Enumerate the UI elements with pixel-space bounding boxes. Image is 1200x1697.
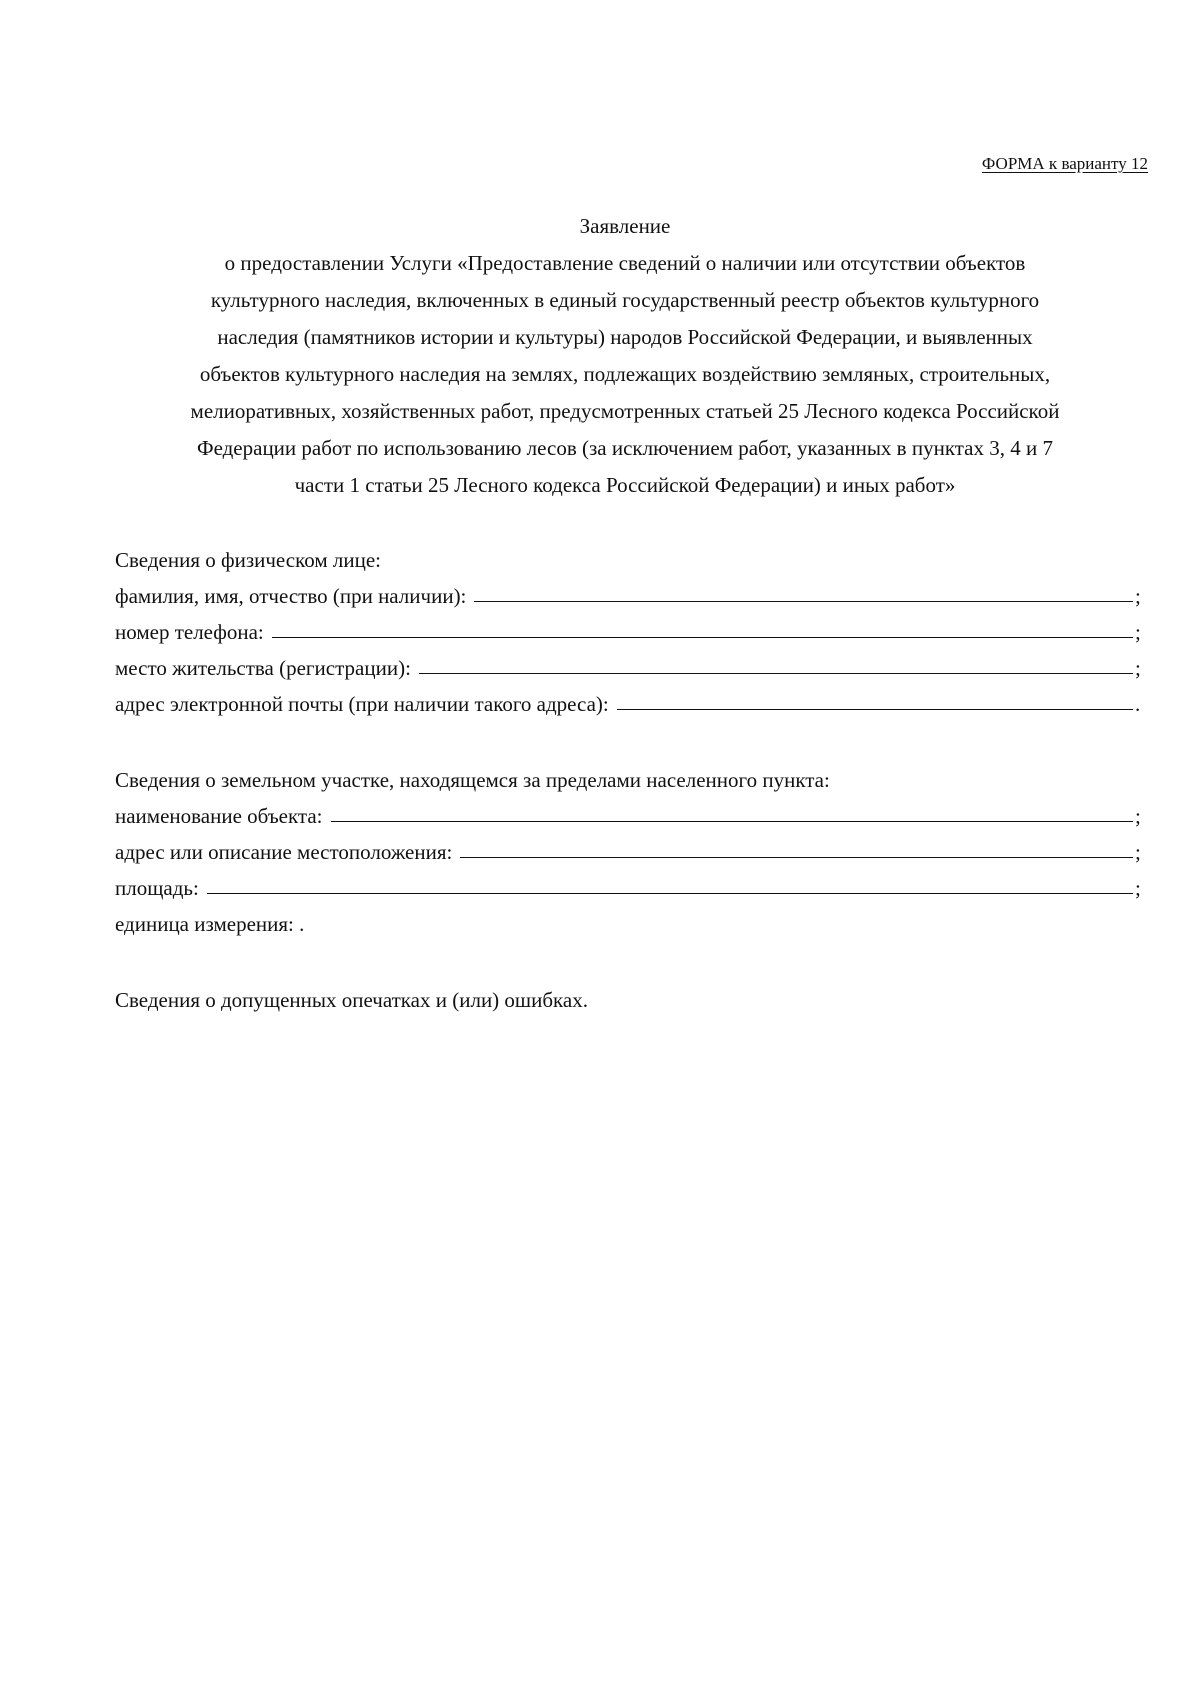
title-line: объектов культурного наследия на землях, подлежащих воздействию земляных, строительных, <box>199 362 1051 386</box>
title-line: культурного наследия, включенных в единый государственный реестр объектов культурного <box>210 288 1040 312</box>
line-terminator: ; <box>1135 804 1141 828</box>
unit-label: единица измерения: . <box>115 912 305 936</box>
area-row <box>115 870 1145 906</box>
line-terminator: ; <box>1135 656 1141 680</box>
errors-heading-row <box>115 982 1145 1018</box>
person-section-heading <box>115 542 1145 578</box>
area-field[interactable] <box>207 870 1133 894</box>
line-terminator: ; <box>1135 840 1141 864</box>
residence-row <box>115 650 1145 686</box>
area-label: площадь: <box>115 876 199 900</box>
person-heading-text: Сведения о физическом лице: <box>115 548 381 572</box>
email-label: адрес электронной почты (при наличии такого адреса): <box>115 692 609 716</box>
phone-label: номер телефона: <box>115 620 264 644</box>
full-name-row <box>115 578 1145 614</box>
title-heading: Заявление <box>579 214 671 238</box>
residence-label: место жительства (регистрации): <box>115 656 411 680</box>
phone-field[interactable] <box>272 614 1133 638</box>
land-plot-section <box>115 762 1145 942</box>
line-terminator: ; <box>1135 620 1141 644</box>
location-label: адрес или описание местоположения: <box>115 840 453 864</box>
full-name-field[interactable] <box>474 578 1133 602</box>
form-variant-label: ФОРМА к варианту 12 <box>981 154 1148 173</box>
object-name-label: наименование объекта: <box>115 804 323 828</box>
email-row <box>115 686 1145 722</box>
land-section-heading <box>115 762 1145 798</box>
object-name-row <box>115 798 1145 834</box>
unit-row <box>115 906 1145 942</box>
title-line: наследия (памятников истории и культуры) народов Российской Федерации, и выявленных <box>217 325 1033 349</box>
title-line: мелиоративных, хозяйственных работ, предусмотренных статьей 25 Лесного кодекса Российской <box>190 399 1060 423</box>
title-line: части 1 статьи 25 Лесного кодекса Российской Федерации) и иных работ» <box>294 473 956 497</box>
person-info-section <box>115 542 1145 722</box>
full-name-label: фамилия, имя, отчество (при наличии): <box>115 584 467 608</box>
object-name-field[interactable] <box>331 798 1133 822</box>
title-line: Федерации работ по использованию лесов (за исключением работ, указанных в пунктах 3, 4 и 7 <box>196 436 1053 460</box>
email-field[interactable] <box>617 686 1133 710</box>
title-line: о предоставлении Услуги «Предоставление сведений о наличии или отсутствии объектов <box>224 251 1026 275</box>
land-heading-text: Сведения о земельном участке, находящемся за пределами населенного пункта: <box>115 768 830 792</box>
line-terminator: . <box>1135 692 1141 716</box>
errors-heading-text: Сведения о допущенных опечатках и (или) ошибках. <box>115 988 588 1012</box>
residence-field[interactable] <box>419 650 1133 674</box>
phone-row <box>115 614 1145 650</box>
location-row <box>115 834 1145 870</box>
errors-section <box>115 982 1145 1018</box>
line-terminator: ; <box>1135 584 1141 608</box>
line-terminator: ; <box>1135 876 1141 900</box>
application-title <box>110 208 1140 504</box>
location-field[interactable] <box>460 834 1133 858</box>
